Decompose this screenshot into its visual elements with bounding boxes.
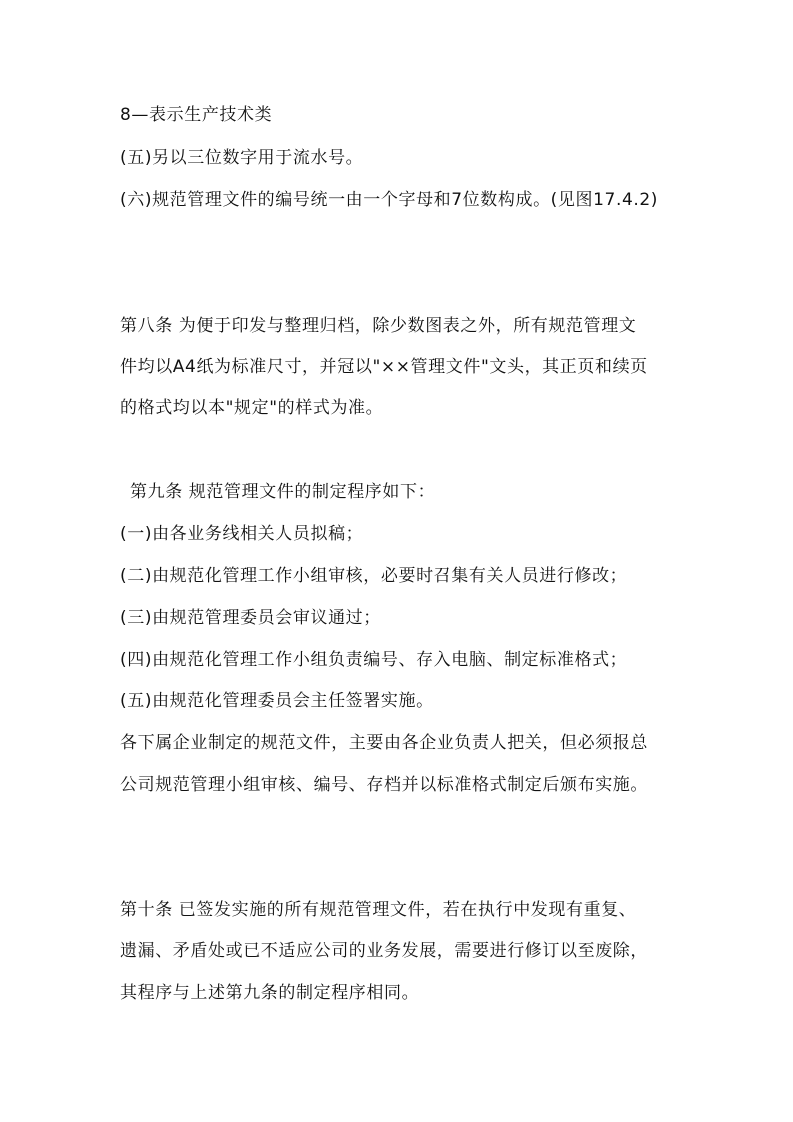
article-8-line-1: 第八条 为便于印发与整理归档，除少数图表之外，所有规范管理文	[120, 316, 637, 336]
article-8-line-2: 件均以A4纸为标准尺寸，并冠以"××管理文件"文头，其正页和续页	[120, 357, 648, 377]
article-9-note-line-2: 公司规范管理小组审核、编号、存档并以标准格式制定后颁布实施。	[120, 775, 648, 795]
article-9-item-4: (四)由规范化管理工作小组负责编号、存入电脑、制定标准格式；	[120, 650, 628, 670]
text-line-category-8: 8—表示生产技术类	[120, 105, 273, 125]
article-10-line-2: 遗漏、矛盾处或已不适应公司的业务发展，需要进行修订以至废除，	[120, 941, 648, 961]
article-9-item-1: (一)由各业务线相关人员拟稿；	[120, 524, 364, 544]
article-9-item-3: (三)由规范管理委员会审议通过；	[120, 608, 381, 628]
article-10-line-3: 其程序与上述第九条的制定程序相同。	[120, 983, 420, 1003]
text-line-item-6-numbering: (六)规范管理文件的编号统一由一个字母和7位数构成。(见图17.4.2)	[120, 190, 659, 210]
article-9-heading: 第九条 规范管理文件的制定程序如下：	[130, 482, 436, 502]
article-9-note-line-1: 各下属企业制定的规范文件，主要由各企业负责人把关，但必须报总	[120, 733, 648, 753]
article-8-line-3: 的格式均以本"规定"的样式为准。	[120, 398, 384, 418]
article-9-item-2: (二)由规范化管理工作小组审核，必要时召集有关人员进行修改；	[120, 566, 628, 586]
article-10-line-1: 第十条 已签发实施的所有规范管理文件，若在执行中发现有重复、	[120, 900, 637, 920]
article-9-item-5: (五)由规范化管理委员会主任签署实施。	[120, 691, 434, 711]
text-line-item-5-serial: (五)另以三位数字用于流水号。	[120, 148, 364, 168]
